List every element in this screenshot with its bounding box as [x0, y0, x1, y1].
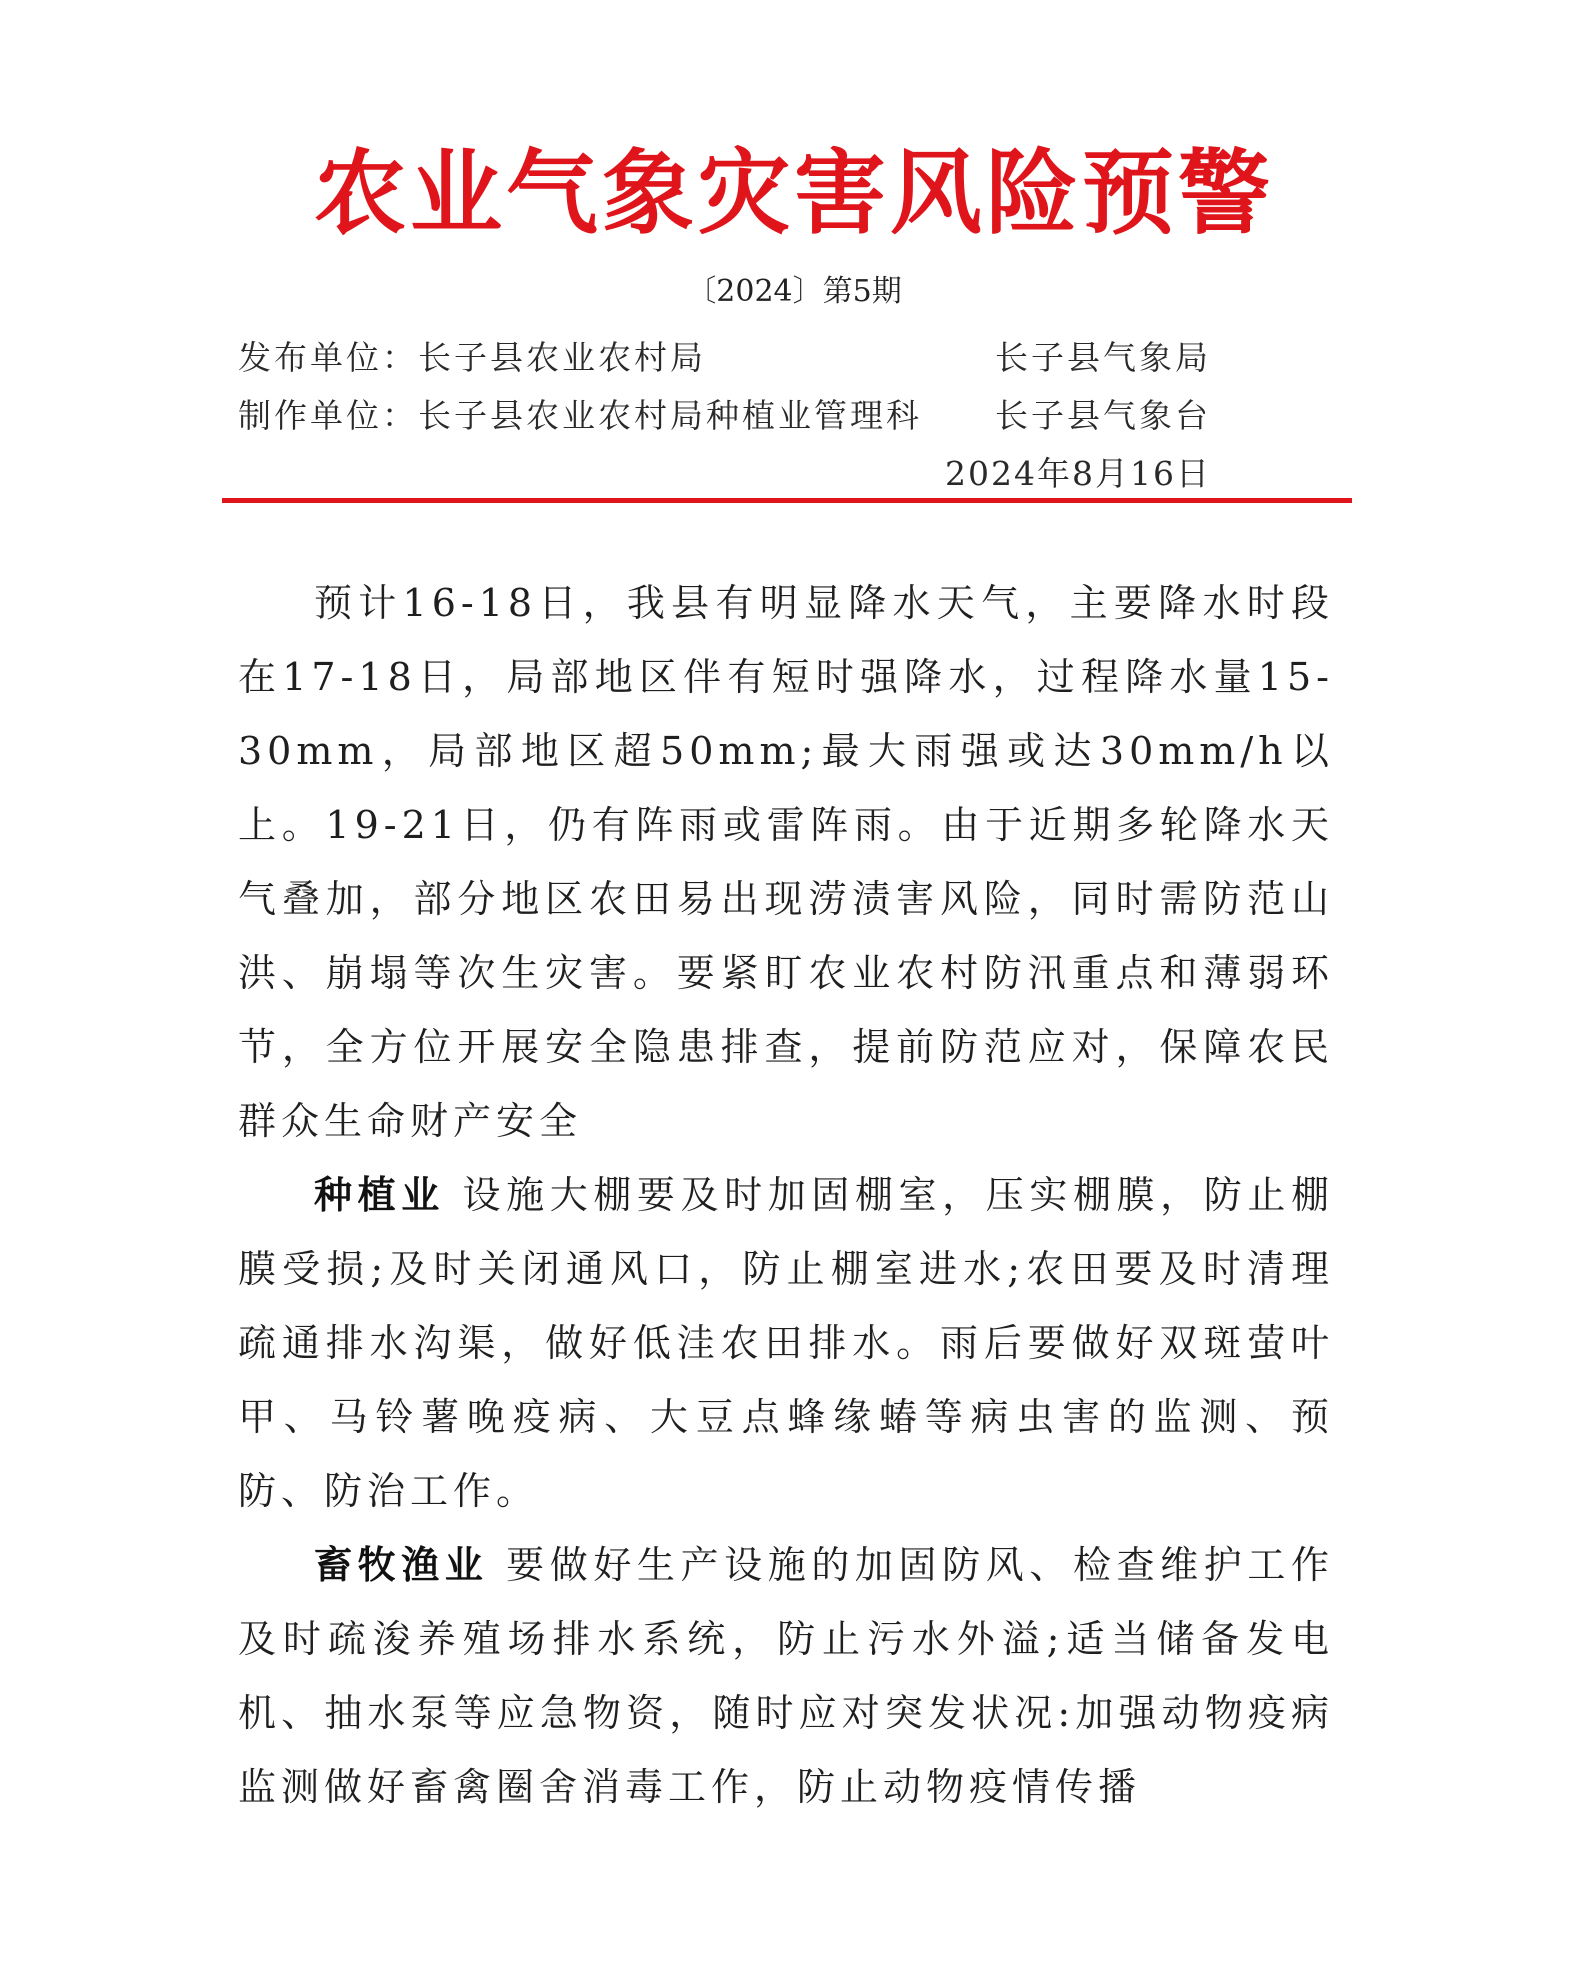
- issue-number: 〔2024〕第5期: [686, 274, 902, 309]
- header-divider: [222, 498, 1352, 503]
- planting-heading: 种植业: [314, 1172, 445, 1217]
- livestock-text: 要做好生产设施的加固防风、检查维护工作及时疏浚养殖场排水系统，防止污水外溢;适当储备发电机、抽水泵等应急物资，随时应对突发状况:加强动物疫病监测做好畜禽圈舍消毒工作，防止动物疫情传播: [238, 1543, 1334, 1809]
- document-body: [238, 566, 1334, 1824]
- issue-date: 2024年8月16日: [945, 454, 1211, 493]
- producer-partner: 长子县气象台: [995, 396, 1211, 435]
- publisher-label: 发布单位：长子县农业农村局: [238, 338, 706, 377]
- livestock-heading: 畜牧渔业: [314, 1542, 489, 1587]
- planting-paragraph: [238, 1158, 1334, 1528]
- publisher-partner: 长子县气象局: [995, 338, 1211, 377]
- document-title: 农业气象灾害风险预警: [313, 139, 1274, 247]
- intro-paragraph: 预计16-18日，我县有明显降水天气，主要降水时段在17-18日，局部地区伴有短时强降水，过程降水量15-30mm，局部地区超50mm;最大雨强或达30mm/h以上。19-21日，仍有阵雨或雷阵雨。由于近期多轮降水天气叠加，部分地区农田易出现涝渍害风险，同时需防范山洪、崩塌等次生灾害。要紧盯农业农村防汛重点和薄弱环节，全方位开展安全隐患排查，提前防范应对，保障农民群众生命财产安全: [238, 581, 1334, 1143]
- producer-label: 制作单位：长子县农业农村局种植业管理科: [238, 396, 922, 435]
- livestock-paragraph: [238, 1528, 1334, 1824]
- planting-text: 设施大棚要及时加固棚室，压实棚膜，防止棚膜受损;及时关闭通风口，防止棚室进水;农田要及时清理疏通排水沟渠，做好低洼农田排水。雨后要做好双斑萤叶甲、马铃薯晚疫病、大豆点蜂缘蝽等病虫害的监测、预防、防治工作。: [238, 1173, 1334, 1513]
